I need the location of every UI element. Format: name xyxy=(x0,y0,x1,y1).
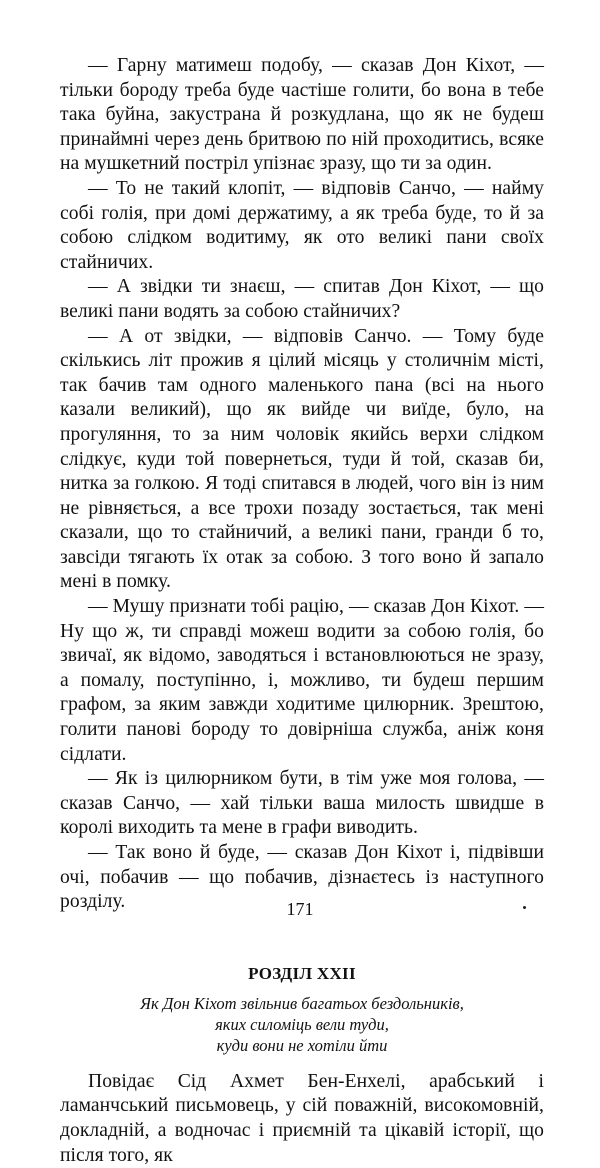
chapter-subtitle xyxy=(60,993,544,1056)
paragraph: — А от звідки, — відповів Санчо. — Тому буде скількись літ прожив я цілий місяць у столичнім місті, так бачив там одного маленького пана (всі на нього казали великий), що як вийде чи виїде, було, на прогуляння, то за ним чоловік якийсь верхи слідком слідкує, куди той повернеться, туди й той, сказав би, нитка за голкою. Я тоді спитався в людей, чого він із ним не рівняється, а все трохи позаду зостається, так мені сказали, що то стайничий, а великі пани, гранди б то, завсіди тягають їх отак за собою. З того воно й запало мені в помку. xyxy=(60,325,544,593)
subtitle-line: яких силоміць вели туди, xyxy=(215,1014,389,1034)
subtitle-line: Як Дон Кіхот звільнив багатьох бездольників, xyxy=(140,993,464,1013)
chapter-first-paragraph: Повідає Сід Ахмет Бен-Енхелі, арабський і ламанчський письмовець, у сій поважній, високомовній, докладній, а водночас і приємній та цікавій історії, що після того, як xyxy=(60,1070,544,1166)
dialogue-section xyxy=(60,54,544,915)
paragraph: — Так воно й буде, — сказав Дон Кіхот і, підвівши очі, побачив — що побачив, дізнаєтесь із наступного розділу. xyxy=(60,842,544,913)
print-speck xyxy=(523,906,526,909)
subtitle-line: куди вони не хотіли йти xyxy=(216,1035,388,1055)
paragraph: — То не такий клопіт, — відповів Санчо, — найму собі голія, при домі держатиму, а як треба буде, то й за собою слідком водитиму, як ото великі пани своїх стайничих. xyxy=(60,177,544,273)
paragraph: — Як із цилюрником бути, в тім уже моя голова, — сказав Санчо, — хай тільки ваша милость швидше в королі виходить та мене в графи виводить. xyxy=(60,768,544,839)
chapter-heading: РОЗДІЛ XXII xyxy=(248,963,356,983)
paragraph: — А звідки ти знаєш, — спитав Дон Кіхот, — що великі пани водять за собою стайничих? xyxy=(60,276,544,322)
paragraph: — Мушу признати тобі рацію, — сказав Дон Кіхот. — Ну що ж, ти справді можеш водити за собою голія, бо звичаї, як відомо, заводяться і встановлюються не зразу, а помалу, поступінно, і, можливо, ти будеш першим графом, за яким завжди ходитиме цилюрник. Зрештою, голити панові бороду то довірніша служба, аніж коня сідлати. xyxy=(60,596,544,765)
paragraph: — Гарну матимеш подобу, — сказав Дон Кіхот, — тільки бороду треба буде частіше голити, бо вона в тебе така буйна, закустрана й розкудлана, що як не будеш принаймні через день бритвою по ній проходитись, всяке на мушкетний постріл упізнає зразу, що ти за один. xyxy=(60,55,544,175)
page-number: 171 xyxy=(286,899,314,919)
